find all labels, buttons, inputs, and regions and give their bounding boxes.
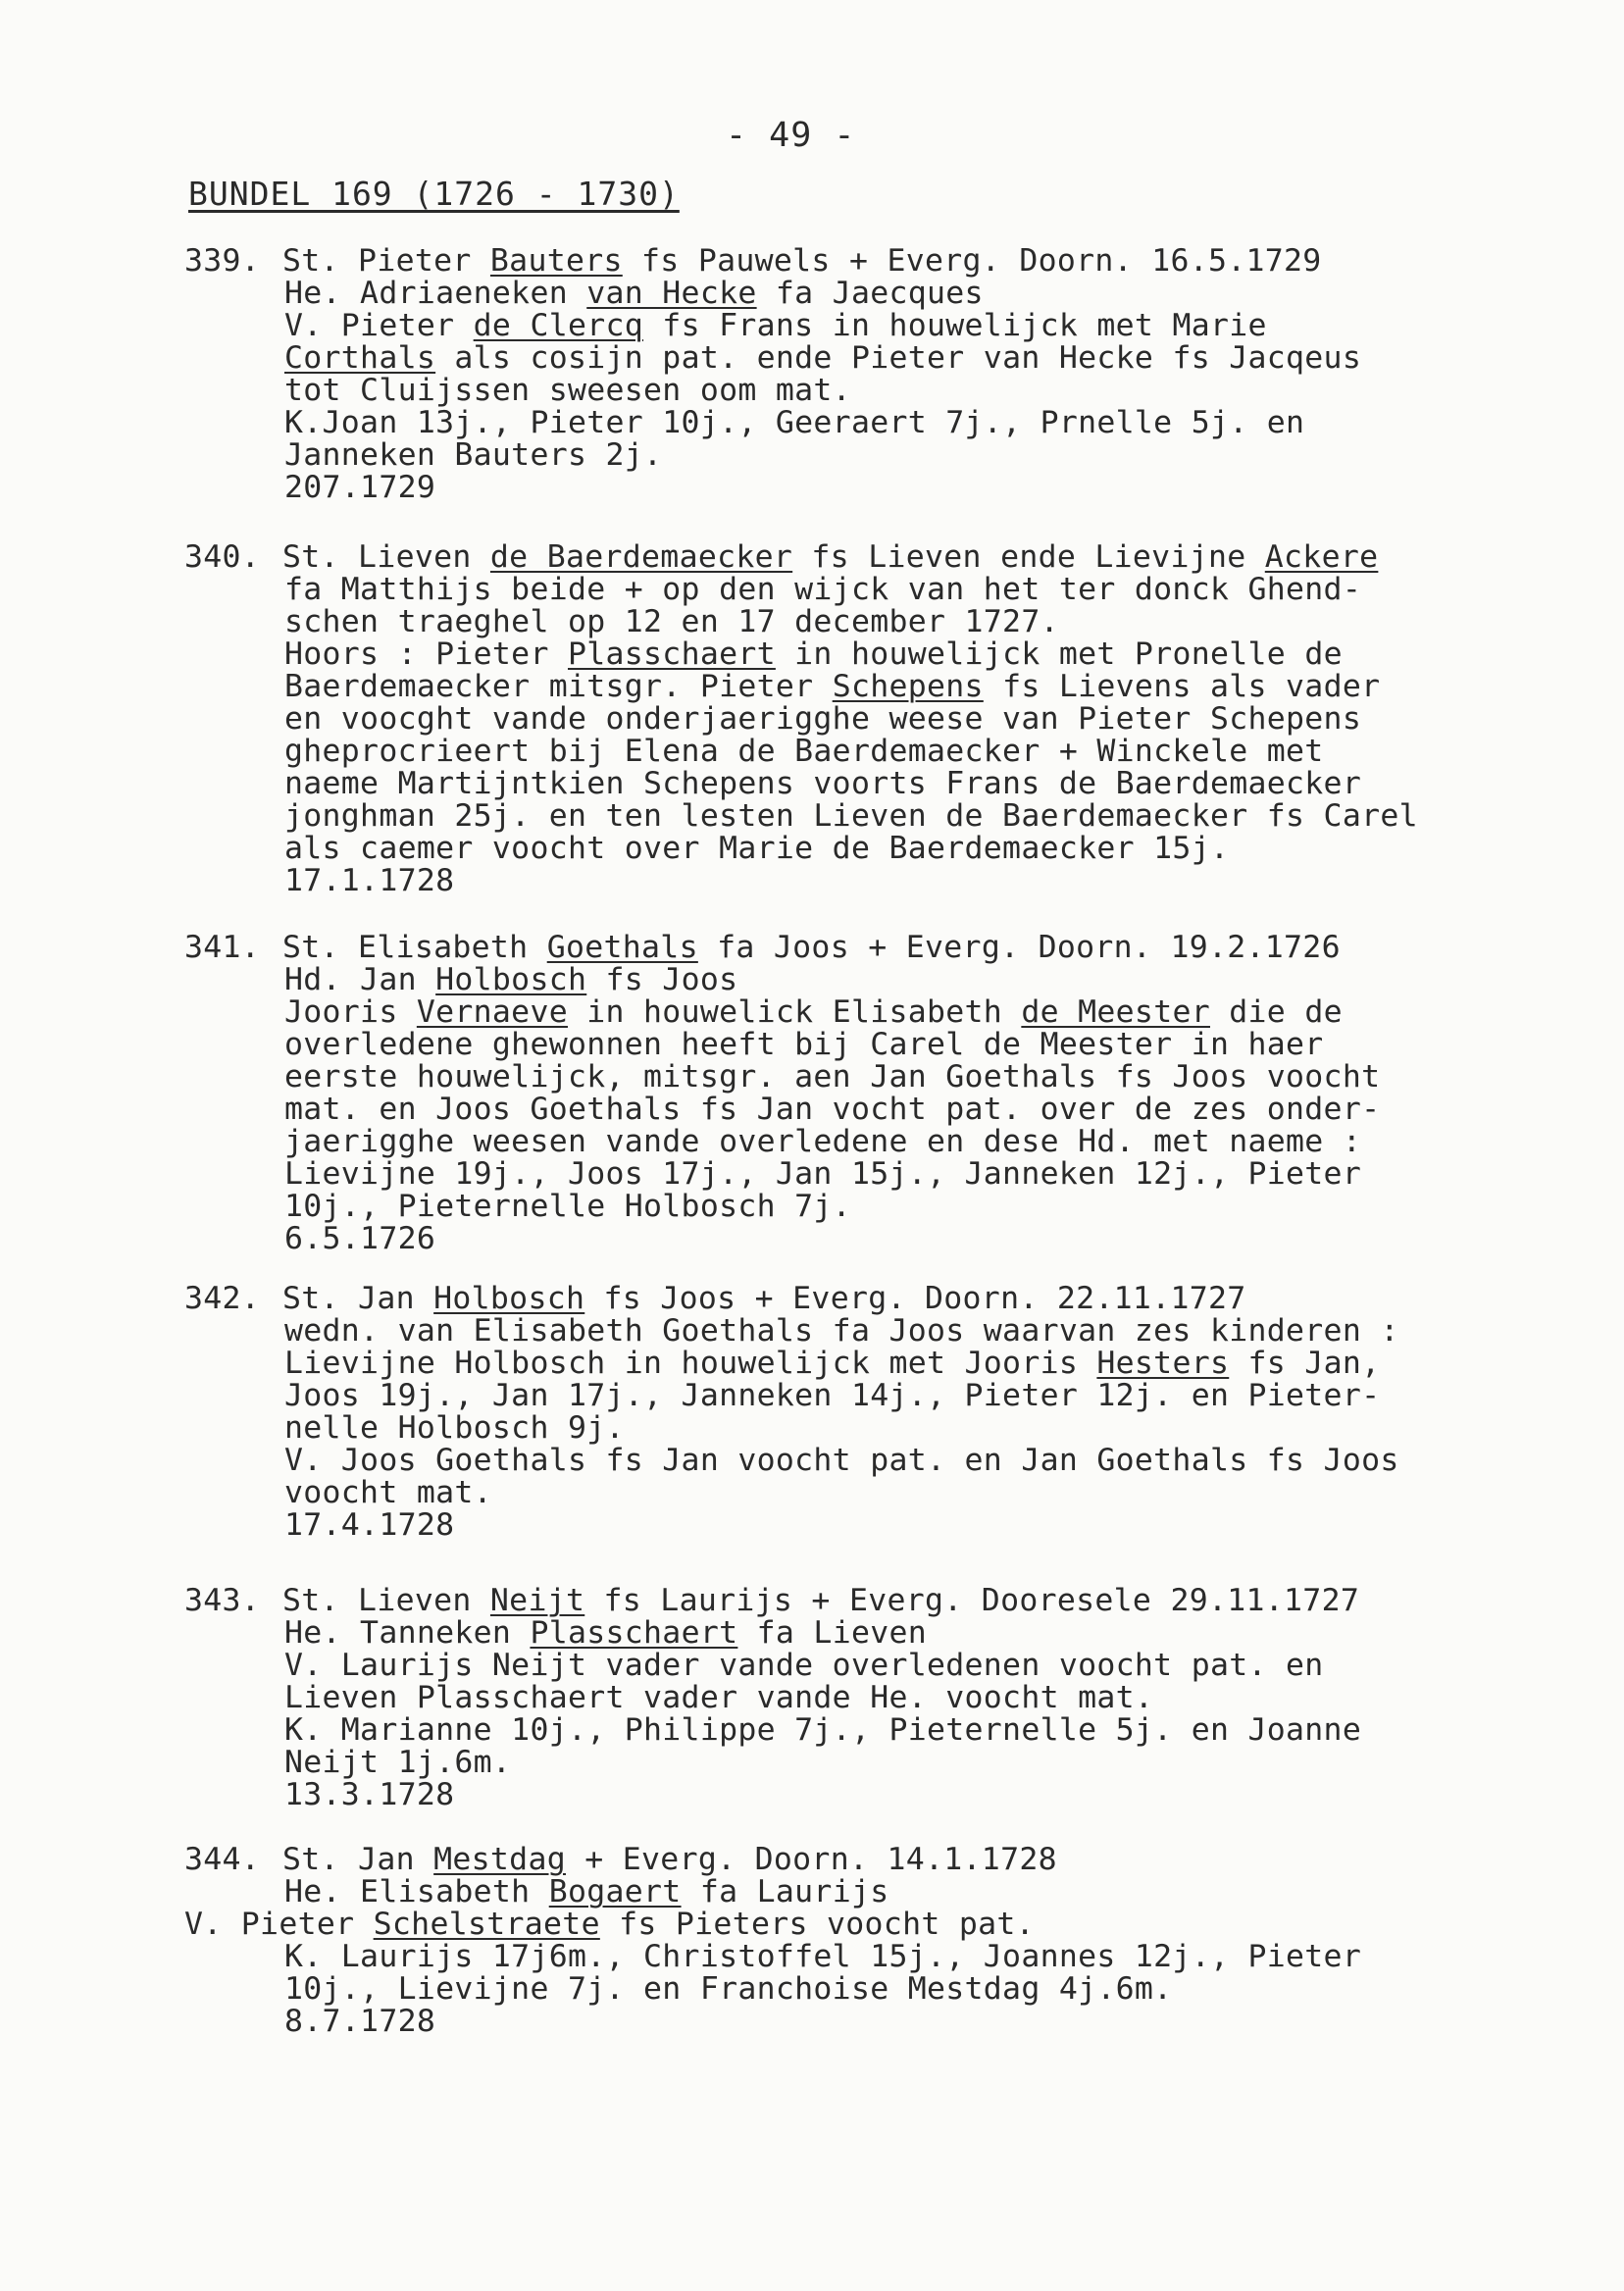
text-segment: fs Joos [586,962,738,997]
text-segment: 10j., Pieternelle Holbosch 7j. [284,1189,851,1224]
text-segment: fs Pieters voocht pat. [599,1907,1035,1942]
entry-line [184,736,1479,768]
text-segment: Jooris [284,994,417,1030]
entry-line [184,865,1479,897]
entry-line [184,638,1479,671]
text-segment: V. Joos Goethals fs Jan voocht pat. en Jan Goethals fs Joos [284,1443,1399,1478]
entry-line [184,1158,1479,1191]
text-segment: fs Jan, [1229,1346,1381,1381]
text-segment: St. Jan [282,1842,434,1877]
entry-line [184,1283,1479,1315]
text-segment: fs Lieven ende Lievijne [792,539,1265,575]
entry-line [184,245,1479,278]
entry-line [184,964,1479,996]
text-segment: fs Lievens als vader [983,669,1381,704]
underlined-surname: Holbosch [433,1281,585,1316]
entry-line [184,703,1479,736]
entry-line [184,574,1479,606]
entry-line [184,768,1479,800]
entry-line [184,310,1479,342]
text-segment: jaerigghe weesen vande overledene en dese Hd. met naeme : [284,1124,1362,1159]
text-segment: gheprocrieert bij Elena de Baerdemaecker + Winckele met [284,734,1324,769]
entry-line [184,375,1479,407]
underlined-surname: Schepens [832,669,984,704]
underlined-surname: Schelstraete [373,1907,600,1942]
text-segment: He. Tanneken [284,1615,531,1651]
text-segment: K.Joan 13j., Pieter 10j., Geeraert 7j., Prnelle 5j. en [284,405,1305,440]
text-segment: He. Adriaeneken [284,276,587,311]
text-segment: 17.1.1728 [284,863,455,898]
entry-line [184,2006,1479,2038]
entry-line [184,1061,1479,1094]
entry-line [184,671,1479,703]
text-segment: fa Matthijs beide + op den wijck van het ter donck Ghend- [284,572,1362,607]
entry-line [184,1909,1479,1941]
text-segment: Baerdemaecker mitsgr. Pieter [284,669,833,704]
entry-line [184,1714,1479,1747]
text-segment: wedn. van Elisabeth Goethals fa Joos waarvan zes kinderen : [284,1313,1399,1349]
entry-341 [184,932,1479,1255]
entry-number: 341. [184,930,261,965]
entry-342 [184,1283,1479,1542]
entry-line [184,1445,1479,1477]
text-segment: V. Pieter [284,308,474,343]
text-segment: fa Joos + Everg. Doorn. 19.2.1726 [697,930,1341,965]
text-segment: Neijt 1j.6m. [284,1745,512,1780]
underlined-surname: Ackere [1264,539,1379,575]
text-segment: naeme Martijntkien Schepens voorts Frans de Baerdemaecker [284,766,1362,801]
text-segment: 17.4.1728 [284,1507,455,1543]
text-segment: St. Lieven [282,539,490,575]
underlined-surname: Plasschaert [567,636,776,672]
text-segment: fs Joos + Everg. Doorn. 22.11.1727 [584,1281,1246,1316]
entry-line [184,1747,1479,1779]
entry-line [184,1380,1479,1412]
text-segment: St. Elisabeth [282,930,547,965]
entry-line [184,342,1479,375]
entry-line [184,1223,1479,1255]
text-segment: fs Pauwels + Everg. Doorn. 16.5.1729 [622,243,1322,279]
entry-line [184,1941,1479,1973]
underlined-surname: Bauters [489,243,623,279]
text-segment: Hoors : Pieter [284,636,568,672]
text-segment: en voocght vande onderjaerigghe weese van Pieter Schepens [284,701,1362,737]
entry-line [184,1973,1479,2006]
text-segment: St. Lieven [282,1583,490,1618]
entry-line [184,1585,1479,1617]
text-segment: 13.3.1728 [284,1777,455,1812]
text-segment: St. Pieter [282,243,490,279]
entry-line [184,1876,1479,1909]
text-segment: fs Frans in houwelijck met Marie [643,308,1267,343]
underlined-surname: Hesters [1096,1346,1230,1381]
text-segment: K. Laurijs 17j6m., Christoffel 15j., Joannes 12j., Pieter [284,1939,1362,1974]
text-segment: tot Cluijssen sweesen oom mat. [284,373,851,408]
text-segment: als caemer voocht over Marie de Baerdemaecker 15j. [284,831,1230,866]
text-segment: Lieven Plasschaert vader vande He. voocht mat. [284,1680,1154,1715]
text-segment: schen traeghel op 12 en 17 december 1727. [284,604,1059,639]
entry-line [184,1094,1479,1126]
entry-line [184,278,1479,310]
underlined-surname: Plasschaert [530,1615,738,1651]
entry-line [184,1477,1479,1509]
text-segment: eerste houwelijck, mitsgr. aen Jan Goethals fs Joos voocht [284,1059,1381,1095]
text-segment: 8.7.1728 [284,2004,436,2039]
underlined-surname: Mestdag [433,1842,566,1877]
entry-line [184,800,1479,833]
entry-line [184,1126,1479,1158]
entry-line [184,1315,1479,1348]
entry-line [184,1029,1479,1061]
underlined-surname: de Clercq [473,308,644,343]
entry-340 [184,541,1479,897]
entry-line [184,439,1479,472]
entry-number: 340. [184,539,261,575]
entry-line [184,1412,1479,1445]
text-segment: 207.1729 [284,470,436,505]
text-segment: K. Marianne 10j., Philippe 7j., Pieternelle 5j. en Joanne [284,1712,1362,1748]
text-segment: Lievijne 19j., Joos 17j., Jan 15j., Janneken 12j., Pieter [284,1156,1362,1192]
text-segment: Joos 19j., Jan 17j., Janneken 14j., Pieter 12j. en Pieter- [284,1378,1381,1413]
text-segment: 10j., Lievijne 7j. en Franchoise Mestdag 4j.6m. [284,1971,1173,2007]
underlined-surname: de Meester [1021,994,1210,1030]
entry-line [184,1191,1479,1223]
underlined-surname: Bogaert [548,1874,682,1909]
entry-344 [184,1844,1479,2038]
text-segment: 6.5.1726 [284,1221,436,1256]
text-segment: nelle Holbosch 9j. [284,1410,625,1446]
text-segment: V. Laurijs Neijt vader vande overledenen voocht pat. en [284,1648,1324,1683]
underlined-surname: Vernaeve [416,994,568,1030]
text-segment: Lievijne Holbosch in houwelijck met Jooris [284,1346,1097,1381]
entry-339 [184,245,1479,504]
text-segment: in houwelick Elisabeth [567,994,1022,1030]
entry-number: 344. [184,1842,261,1877]
text-segment: He. Elisabeth [284,1874,549,1909]
entry-line [184,1779,1479,1811]
text-segment: jonghman 25j. en ten lesten Lieven de Baerdemaecker fs Carel [284,798,1418,834]
text-segment: fa Laurijs [681,1874,889,1909]
text-segment: fa Jaecques [756,276,984,311]
entry-line [184,1509,1479,1542]
text-segment: fs Laurijs + Everg. Dooresele 29.11.1727 [584,1583,1360,1618]
entry-number: 343. [184,1583,261,1618]
entry-line [184,407,1479,439]
underlined-surname: van Hecke [586,276,757,311]
entry-line [184,833,1479,865]
entry-line [184,1617,1479,1650]
entry-line [184,472,1479,504]
text-segment: St. Jan [282,1281,434,1316]
underlined-surname: Holbosch [435,962,587,997]
entry-line [184,1348,1479,1380]
entry-343 [184,1585,1479,1811]
bundle-heading: BUNDEL 169 (1726 - 1730) [188,175,680,213]
text-segment: Janneken Bauters 2j. [284,437,663,473]
text-segment: overledene ghewonnen heeft bij Carel de Meester in haer [284,1027,1324,1062]
text-segment: in houwelijck met Pronelle de [775,636,1343,672]
underlined-surname: de Baerdemaecker [489,539,793,575]
text-segment: Hd. Jan [284,962,436,997]
entry-line [184,606,1479,638]
entry-line [184,1682,1479,1714]
text-segment: fa Lieven [737,1615,928,1651]
entry-number: 342. [184,1281,261,1316]
text-segment: mat. en Joos Goethals fs Jan vocht pat. over de zes onder- [284,1092,1381,1127]
text-segment: + Everg. Doorn. 14.1.1728 [565,1842,1057,1877]
entry-line [184,996,1479,1029]
text-segment: als cosijn pat. ende Pieter van Hecke fs Jacqeus [435,340,1362,376]
entry-line [184,1844,1479,1876]
entry-line [184,932,1479,964]
page-number: - 49 - [726,116,856,155]
underlined-surname: Goethals [546,930,698,965]
underlined-surname: Corthals [284,340,436,376]
entry-number: 339. [184,243,261,279]
entry-line [184,1650,1479,1682]
entry-line [184,541,1479,574]
underlined-surname: Neijt [489,1583,585,1618]
text-segment: voocht mat. [284,1475,492,1510]
text-segment: die de [1210,994,1343,1030]
text-segment: V. Pieter [184,1907,374,1942]
